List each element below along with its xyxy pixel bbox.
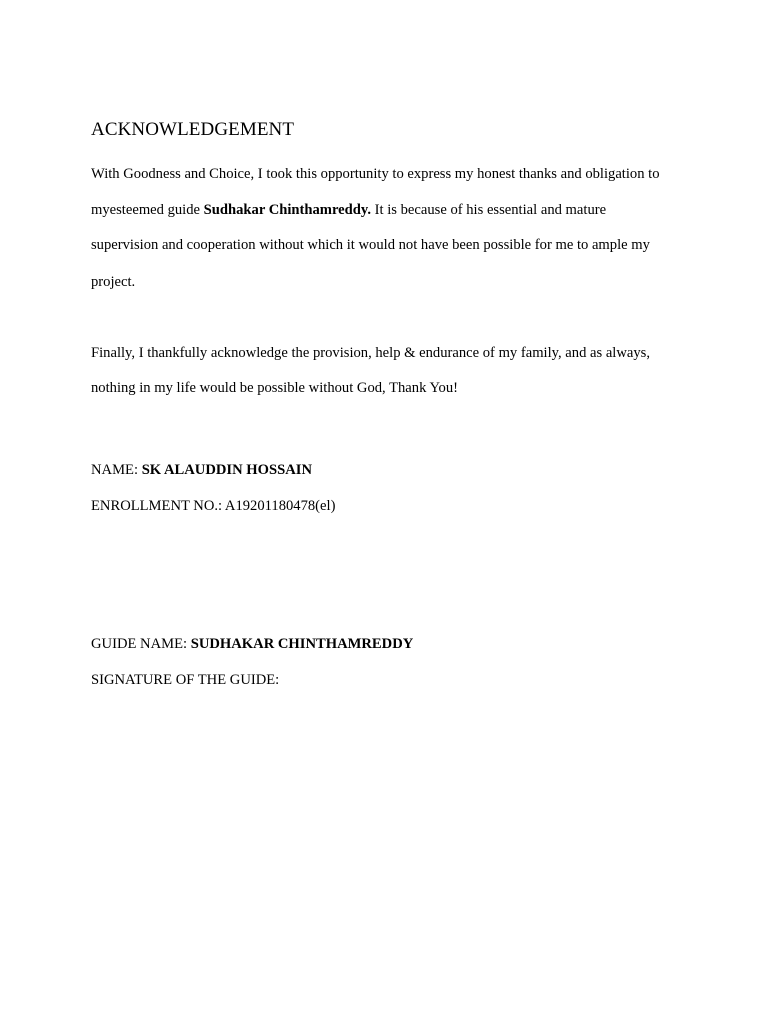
enrollment-value: A19201180478(el): [224, 498, 336, 514]
enrollment-number: [91, 496, 335, 516]
student-name-label: NAME:: [91, 462, 142, 478]
paragraph-1-line-2-end: It is because of his essential and mature: [371, 202, 607, 218]
guide-name-label: GUIDE NAME:: [91, 636, 191, 652]
student-name: [91, 460, 312, 480]
paragraph-1-line-2-start: myesteemed guide: [91, 202, 204, 218]
paragraph-2-line-2: nothing in my life would be possible without God, Thank You!: [91, 380, 459, 396]
enrollment-label: ENROLLMENT NO.:: [91, 498, 225, 514]
paragraph-1-line-3: supervision and cooperation without which it would not have been possible for me to ample my: [91, 237, 650, 253]
guide-signature-label: SIGNATURE OF THE GUIDE:: [91, 672, 280, 688]
paragraph-2-line-1: Finally, I thankfully acknowledge the provision, help & endurance of my family, and as always,: [91, 345, 651, 361]
paragraph-1-line-1: With Goodness and Choice, I took this opportunity to express my honest thanks and obligation to: [91, 166, 660, 182]
guide-name-value: SUDHAKAR CHINTHAMREDDY: [190, 636, 414, 652]
paragraph-1-line-2: [91, 200, 606, 220]
guide-name: [91, 634, 413, 654]
guide-name-inline: Sudhakar Chinthamreddy.: [203, 202, 372, 218]
student-name-value: SK ALAUDDIN HOSSAIN: [141, 462, 312, 478]
paragraph-1-line-4: project.: [91, 274, 136, 290]
page-title: ACKNOWLEDGEMENT: [91, 119, 295, 140]
